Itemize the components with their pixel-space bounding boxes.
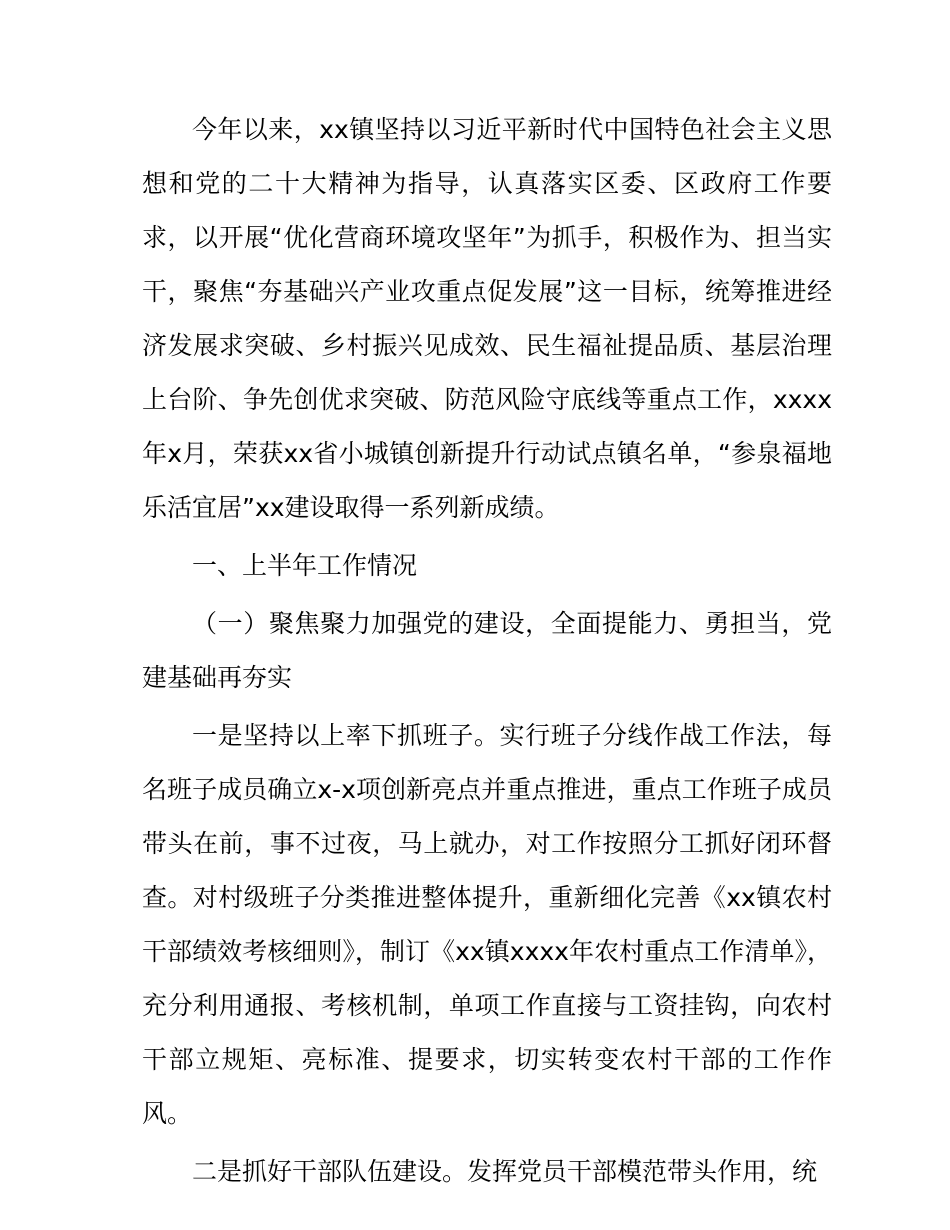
body-paragraph: 二是抓好干部队伍建设。发挥党员干部模范带头作用，统 — [192, 1157, 818, 1186]
section-heading: 一、上半年工作情况 — [192, 551, 418, 580]
document-body — [142, 103, 832, 1199]
subsection-heading: （一）聚焦聚力加强党的建设，全面提能力、勇担当，党建基础再夯实 — [142, 609, 832, 692]
body-paragraph: 一是坚持以上率下抓班子。实行班子分线作战工作法，每名班子成员确立x-x项创新亮点并重点推进，重点工作班子成员带头在前，事不过夜，马上就办，对工作按照分工抓好闭环督查。对村级班子分类推进整体提升，重新细化完善《xx镇农村干部绩效考核细则》，制订《xx镇xxxx年农村重点工作清单》，充分利用通报、考核机制，单项工作直接与工资挂钩，向农村干部立规矩、亮标准、提要求，切实转变农村干部的工作作风。 — [142, 721, 832, 1128]
intro-paragraph: 今年以来，xx镇坚持以习近平新时代中国特色社会主义思想和党的二十大精神为指导，认真落实区委、区政府工作要求，以开展“优化营商环境攻坚年”为抓手，积极作为、担当实干，聚焦“夯基础兴产业攻重点促发展”这一目标，统筹推进经济发展求突破、乡村振兴见成效、民生福祉提品质、基层治理上台阶、争先创优求突破、防范风险守底线等重点工作，xxxx年x月，荣获xx省小城镇创新提升行动试点镇名单，“参泉福地乐活宜居”xx建设取得一系列新成绩。 — [142, 115, 832, 522]
